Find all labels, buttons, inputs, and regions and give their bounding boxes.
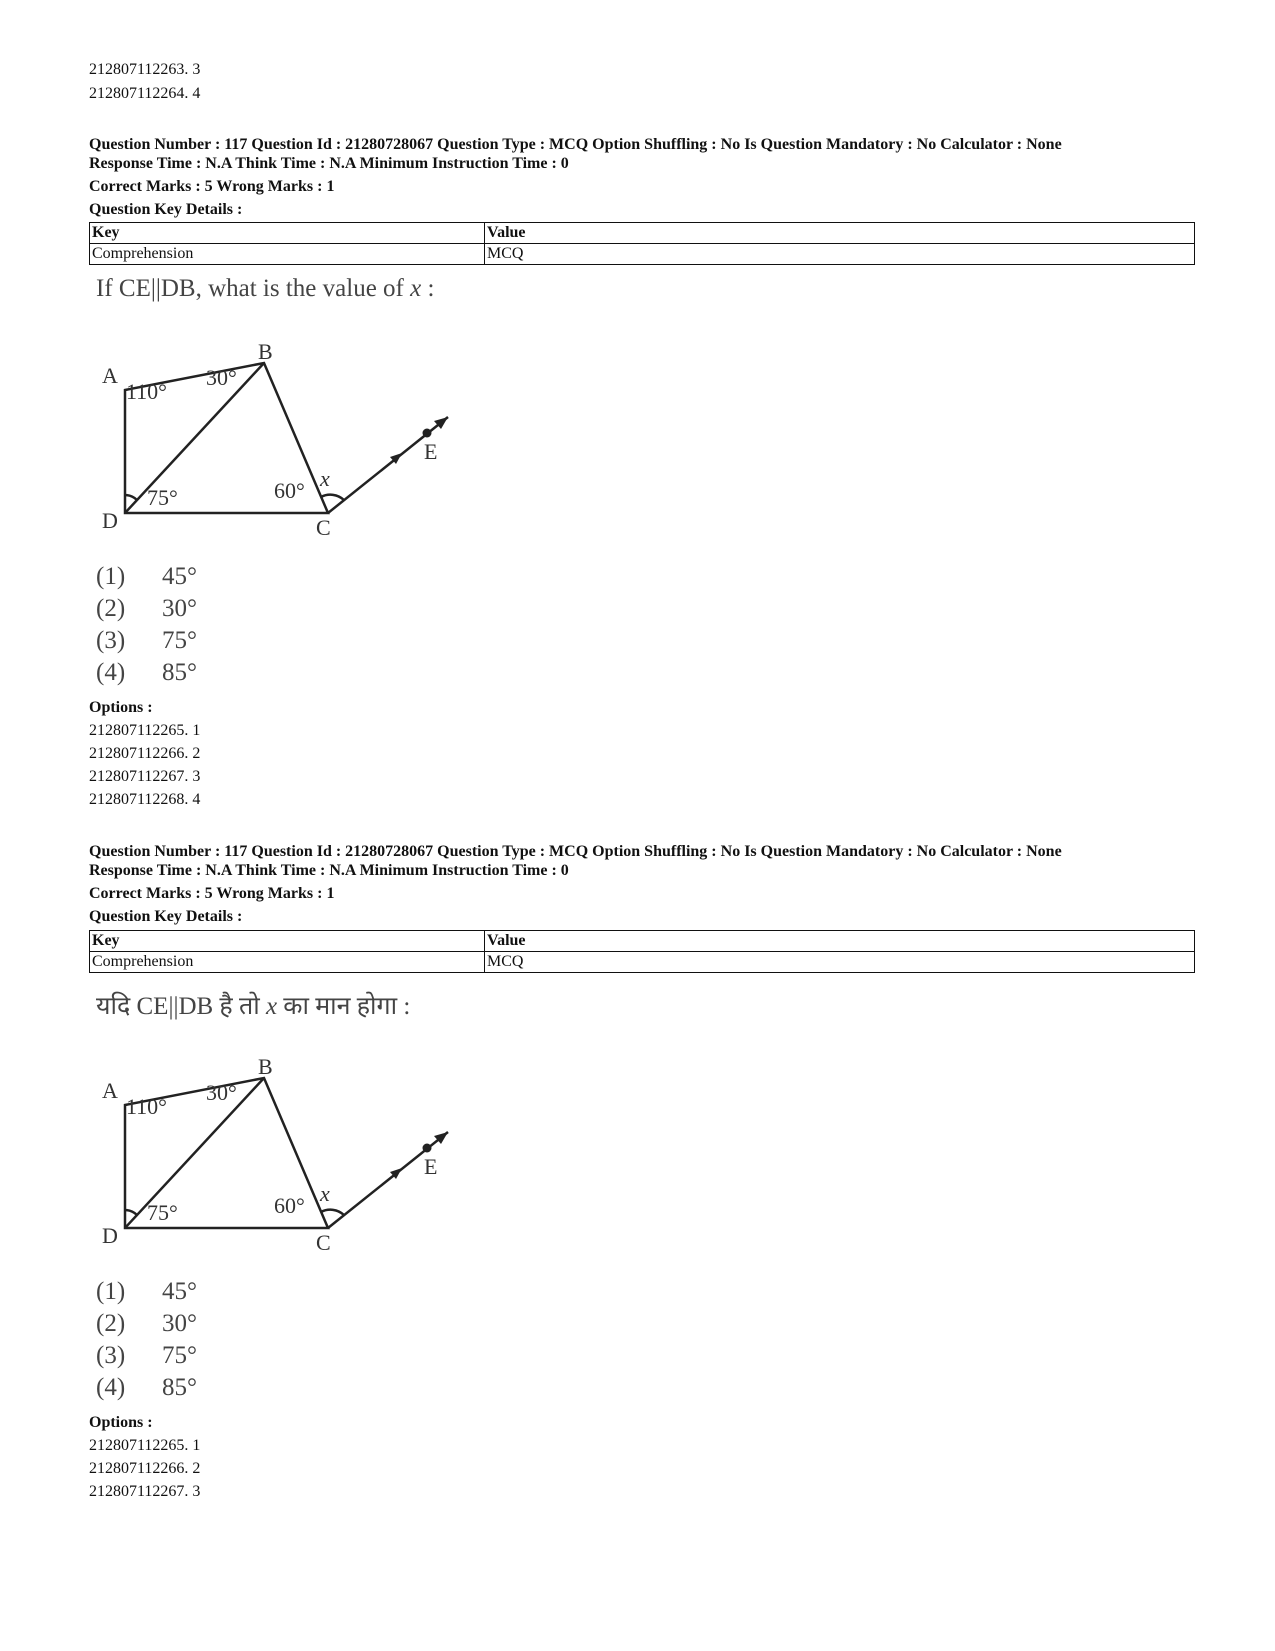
question-key-table	[89, 222, 1195, 265]
label-vertex-c: C	[316, 1230, 331, 1255]
angle-arc-d	[125, 495, 137, 500]
question-marks: Correct Marks : 5 Wrong Marks : 1	[89, 178, 335, 195]
label-angle-d: 75°	[147, 485, 178, 510]
option-line: 212807112264. 4	[89, 85, 201, 102]
options-label: Options :	[89, 699, 153, 716]
answer-choice: (1) 45°	[96, 563, 197, 590]
option-line: 212807112267. 3	[89, 1483, 201, 1500]
question-text	[96, 275, 434, 303]
option-line: 212807112266. 2	[89, 745, 201, 762]
question-variable: x	[265, 993, 278, 1020]
question-marks: Correct Marks : 5 Wrong Marks : 1	[89, 885, 335, 902]
option-line: 212807112265. 1	[89, 1437, 201, 1454]
question-key-details-label: Question Key Details :	[89, 201, 243, 218]
angle-arc-d	[125, 1210, 137, 1215]
question-meta-line1: Question Number : 117 Question Id : 21280728067 Question Type : MCQ Option Shuffling : No Is Question Mandatory : No Calculator : None	[89, 843, 1062, 860]
question-meta-line2: Response Time : N.A Think Time : N.A Minimum Instruction Time : 0	[89, 862, 569, 879]
table-header-key: Key	[90, 931, 485, 952]
options-label: Options :	[89, 1414, 153, 1431]
label-vertex-b: B	[258, 339, 273, 364]
option-line: 212807112265. 1	[89, 722, 201, 739]
geometry-figure	[92, 339, 492, 560]
answer-choice: (4) 85°	[96, 659, 197, 686]
label-vertex-a: A	[102, 363, 118, 388]
label-vertex-e: E	[424, 1154, 438, 1179]
answer-choice: (3) 75°	[96, 627, 197, 654]
label-angle-a: 110°	[126, 1094, 167, 1119]
question-text	[96, 988, 410, 1022]
answer-choice: (2) 30°	[96, 595, 197, 622]
geometry-figure	[92, 1054, 492, 1275]
label-vertex-c: C	[316, 515, 331, 540]
table-header-value: Value	[485, 931, 1195, 952]
label-vertex-d: D	[102, 1223, 118, 1248]
label-angle-c: 60°	[274, 1193, 305, 1218]
label-angle-b: 30°	[206, 365, 237, 390]
label-angle-c: 60°	[274, 478, 305, 503]
label-angle-a: 110°	[126, 379, 167, 404]
label-angle-x: x	[320, 1181, 330, 1206]
answer-choice: (2) 30°	[96, 1310, 197, 1337]
option-line: 212807112263. 3	[89, 61, 201, 78]
option-line: 212807112266. 2	[89, 1460, 201, 1477]
question-prefix: If CE||DB, what is the value of	[96, 275, 404, 302]
question-key-table	[89, 930, 1195, 973]
table-cell-key: Comprehension	[90, 952, 485, 973]
label-vertex-d: D	[102, 508, 118, 533]
point-e-dot	[423, 1144, 432, 1153]
answer-choice: (3) 75°	[96, 1342, 197, 1369]
question-key-details-label: Question Key Details :	[89, 908, 243, 925]
question-suffix: का मान होगा :	[277, 993, 411, 1020]
question-meta-line2: Response Time : N.A Think Time : N.A Minimum Instruction Time : 0	[89, 155, 569, 172]
question-meta-line1: Question Number : 117 Question Id : 21280728067 Question Type : MCQ Option Shuffling : No Is Question Mandatory : No Calculator : None	[89, 136, 1062, 153]
table-cell-value: MCQ	[485, 244, 1195, 265]
answer-choice: (4) 85°	[96, 1374, 197, 1401]
option-line: 212807112267. 3	[89, 768, 201, 785]
label-angle-x: x	[320, 466, 330, 491]
label-angle-d: 75°	[147, 1200, 178, 1225]
label-vertex-b: B	[258, 1054, 273, 1079]
angle-arc-c	[321, 1210, 344, 1215]
table-header-value: Value	[485, 223, 1195, 244]
angle-arc-c	[321, 495, 344, 500]
question-suffix: :	[421, 275, 435, 302]
table-header-key: Key	[90, 223, 485, 244]
question-prefix: यदि CE||DB है तो	[96, 993, 260, 1020]
label-vertex-e: E	[424, 439, 438, 464]
question-variable: x	[410, 275, 422, 302]
table-cell-value: MCQ	[485, 952, 1195, 973]
label-vertex-a: A	[102, 1078, 118, 1103]
table-cell-key: Comprehension	[90, 244, 485, 265]
option-line: 212807112268. 4	[89, 791, 201, 808]
point-e-dot	[423, 429, 432, 438]
answer-choice: (1) 45°	[96, 1278, 197, 1305]
label-angle-b: 30°	[206, 1080, 237, 1105]
